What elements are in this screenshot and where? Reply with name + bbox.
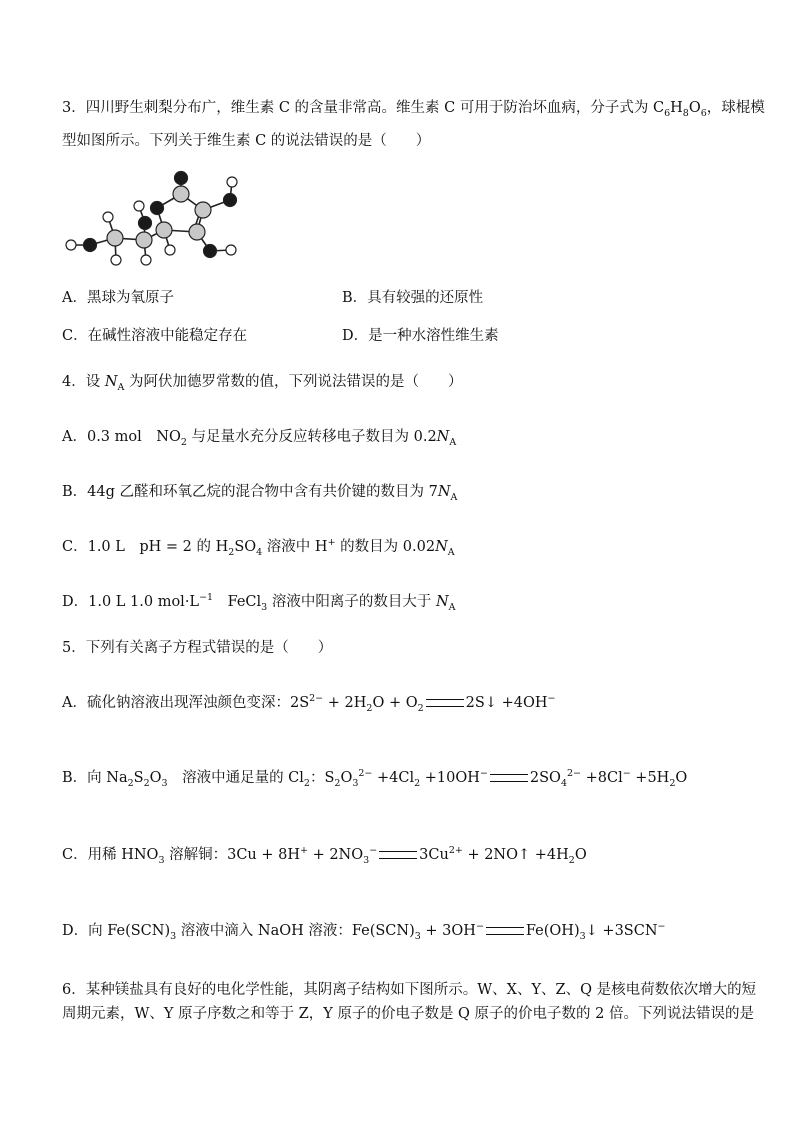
q3-option-b: B．具有较强的还原性 bbox=[342, 290, 484, 306]
atom-c-2 bbox=[136, 232, 152, 248]
vitamin-c-ball-stick-model bbox=[60, 168, 250, 268]
q5-option-c: C．用稀 $HNO_3$ 溶解铜：$3Cu + 8H^+ + 2NO_3^-$ $3Cu^{2+}$ + 2NO↑ $+4H_2O$ bbox=[62, 845, 587, 866]
atom-o-carbonyl bbox=[175, 172, 188, 185]
atom-c-1 bbox=[107, 230, 123, 246]
q5-option-b: B．向 $Na_2S_2O_3$ 溶液中通足量的 $Cl_2$：$S_2O_3^{2-} +4Cl_2 +10OH^-$ $2SO_4^{2-} +8Cl^- +5H_2O$ bbox=[62, 768, 688, 789]
q6-stem-line2: 周期元素，W、Y 原子序数之和等于 Z，Y 原子的价电子数是 Q 原子的价电子数的 2 倍。下列说法错误的是 bbox=[62, 1006, 754, 1022]
q5-option-a: A．硫化钠溶液出现浑浊颜色变深：$2S^{2-} + 2H_2O + O_2$ 2S↓ +4OH− bbox=[62, 693, 556, 714]
atom-h-8 bbox=[226, 245, 236, 255]
atom-o-2 bbox=[139, 217, 152, 230]
q4-option-b: B．44g 乙醛和环氧乙烷的混合物中含有共价键的数目为 $7N_A$ bbox=[62, 484, 458, 503]
atom-h-2 bbox=[103, 212, 113, 222]
q3-option-d: D．是一种水溶性维生素 bbox=[342, 328, 499, 344]
atom-c-4 bbox=[173, 186, 189, 202]
atom-c-5 bbox=[195, 202, 211, 218]
q4-stem: 4．设 $N_A$ 为阿伏加德罗常数的值，下列说法错误的是（ ） bbox=[62, 374, 463, 393]
atom-o-4 bbox=[204, 245, 217, 258]
atom-h-4 bbox=[134, 201, 144, 211]
atom-h-5 bbox=[141, 255, 151, 265]
atom-o-1 bbox=[84, 239, 97, 252]
q3-option-a: A．黑球为氧原子 bbox=[62, 290, 174, 306]
equals-arrow bbox=[426, 699, 464, 707]
q6-stem-line1: 6．某种镁盐具有良好的电化学性能，其阴离子结构如下图所示。W、X、Y、Z、Q 是核电荷数依次增大的短 bbox=[62, 982, 757, 998]
atom-o-ring bbox=[151, 202, 164, 215]
equals-arrow bbox=[486, 927, 524, 935]
q4-option-a: A．0.3 mol $NO_2$ 与足量水充分反应转移电子数目为 $0.2N_A$ bbox=[62, 429, 457, 448]
q5-stem: 5．下列有关离子方程式错误的是（ ） bbox=[62, 640, 333, 656]
equals-arrow bbox=[490, 774, 528, 782]
equals-arrow bbox=[379, 851, 417, 859]
q3-stem-line2: 型如图所示。下列关于维生素 C 的说法错误的是（ ） bbox=[62, 133, 431, 149]
atom-h-7 bbox=[227, 177, 237, 187]
q4-option-d: D．1.0 L 1.0 $mol\cdot L^{-1}$ FeCl$_3$ 溶液中阳离子的数目大于 $N_A$ bbox=[62, 592, 456, 613]
q4-option-c: C．1.0 L pH = 2 的 $H_2SO_4$ 溶液中 H+ 的数目为 $0.02N_A$ bbox=[62, 537, 455, 558]
q3-option-c: C．在碱性溶液中能稳定存在 bbox=[62, 328, 248, 344]
q3-stem-line1: 3．四川野生刺梨分布广，维生素 C 的含量非常高。维生素 C 可用于防治坏血病，分子式为 $C_6H_8O_6$，球棍模 bbox=[62, 100, 765, 119]
atom-c-6 bbox=[189, 224, 205, 240]
atom-h-3 bbox=[111, 255, 121, 265]
q5-option-d: D．向 $Fe(SCN)_3$ 溶液中滴入 NaOH 溶液：$Fe(SCN)_3 + 3OH^-$ $Fe(OH)_3↓ +3SCN^-$ bbox=[62, 921, 666, 942]
atom-o-3 bbox=[224, 194, 237, 207]
atom-h-6 bbox=[165, 245, 175, 255]
atom-h-1 bbox=[66, 240, 76, 250]
atom-c-3 bbox=[156, 222, 172, 238]
